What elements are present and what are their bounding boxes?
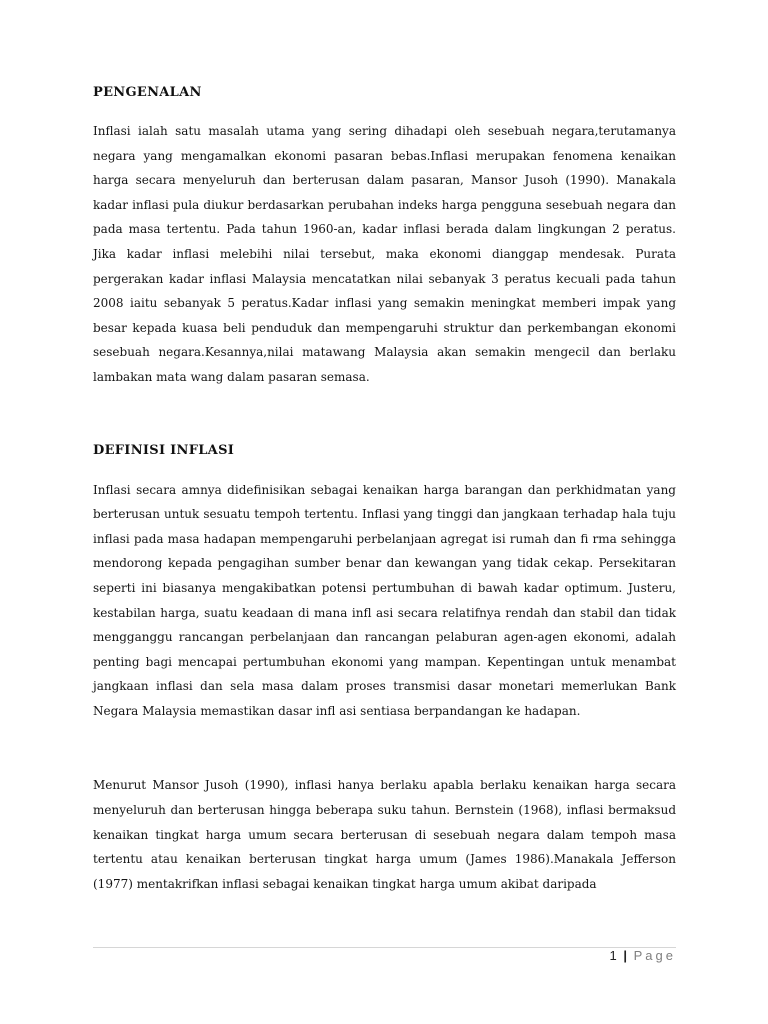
- paragraph-definisi-2: Menurut Mansor Jusoh (1990), inflasi hanya berlaku apabla berlaku kenaikan harga secara menyeluruh dan berterusan hingga beberapa suku tahun. Bernstein (1968), inflasi bermaksud kenaikan tingkat harga umum secara berterusan di sesebuah negara dalam tempoh masa tertentu atau kenaikan berterusan tingkat harga umum (James 1986).Manakala Jefferson (1977) mentakrifkan inflasi sebagai kenaikan tingkat harga umum akibat daripada: [93, 778, 676, 891]
- section-heading-pengenalan: PENGENALAN: [93, 85, 202, 100]
- paragraph-definisi-1: Inflasi secara amnya didefinisikan sebagai kenaikan harga barangan dan perkhidmatan yang berterusan untuk sesuatu tempoh tertentu. Inflasi yang tinggi dan jangkaan terhadap hala tuju inflasi pada masa hadapan mempengaruhi perbelanjaan agregat isi rumah dan fi rma sehingga mendorong kepada pengagihan sumber benar dan kewangan yang tidak cekap. Persekitaran seperti ini biasanya mengakibatkan potensi pertumbuhan di bawah kadar optimum. Justeru, kestabilan harga, suatu keadaan di mana infl asi secara relatifnya rendah dan stabil dan tidak mengganggu rancangan perbelanjaan dan rancangan pelaburan agen-agen ekonomi, adalah penting bagi mencapai pertumbuhan ekonomi yang mampan. Kepentingan untuk menambat jangkaan inflasi dan sela masa dalam proses transmisi dasar monetari memerlukan Bank Negara Malaysia memastikan dasar infl asi sentiasa berpandangan ke hadapan.: [93, 482, 676, 718]
- footer-divider: [93, 947, 676, 948]
- page-content: [93, 85, 676, 896]
- section-heading-definisi-inflasi: DEFINISI INFLASI: [93, 442, 235, 458]
- page-footer: [93, 947, 676, 963]
- page-number-label: [610, 948, 677, 963]
- page-word: Page: [633, 948, 676, 963]
- page-number: 1: [609, 948, 617, 963]
- paragraph-pengenalan: Inflasi ialah satu masalah utama yang sering dihadapi oleh sesebuah negara,terutamanya negara yang mengamalkan ekonomi pasaran bebas.Inflasi merupakan fenomena kenaikan harga secara menyeluruh dan berterusan dalam pasaran, Mansor Jusoh (1990). Manakala kadar inflasi pula diukur berdasarkan perubahan indeks harga pengguna sesebuah negara dan pada masa tertentu. Pada tahun 1960-an, kadar inflasi berada dalam lingkungan 2 peratus. Jika kadar inflasi melebihi nilai tersebut, maka ekonomi dianggap mendesak. Purata pergerakan kadar inflasi Malaysia mencatatkan nilai sebanyak 3 peratus kecuali pada tahun 2008 iaitu sebanyak 5 peratus.Kadar inflasi yang semakin meningkat memberi impak yang besar kepada kuasa beli penduduk dan mempengaruhi struktur dan perkembangan ekonomi sesebuah negara.Kesannya,nilai matawang Malaysia akan semakin mengecil dan berlaku lambakan mata wang dalam pasaran semasa.: [93, 124, 676, 384]
- footer-separator: |: [623, 948, 627, 963]
